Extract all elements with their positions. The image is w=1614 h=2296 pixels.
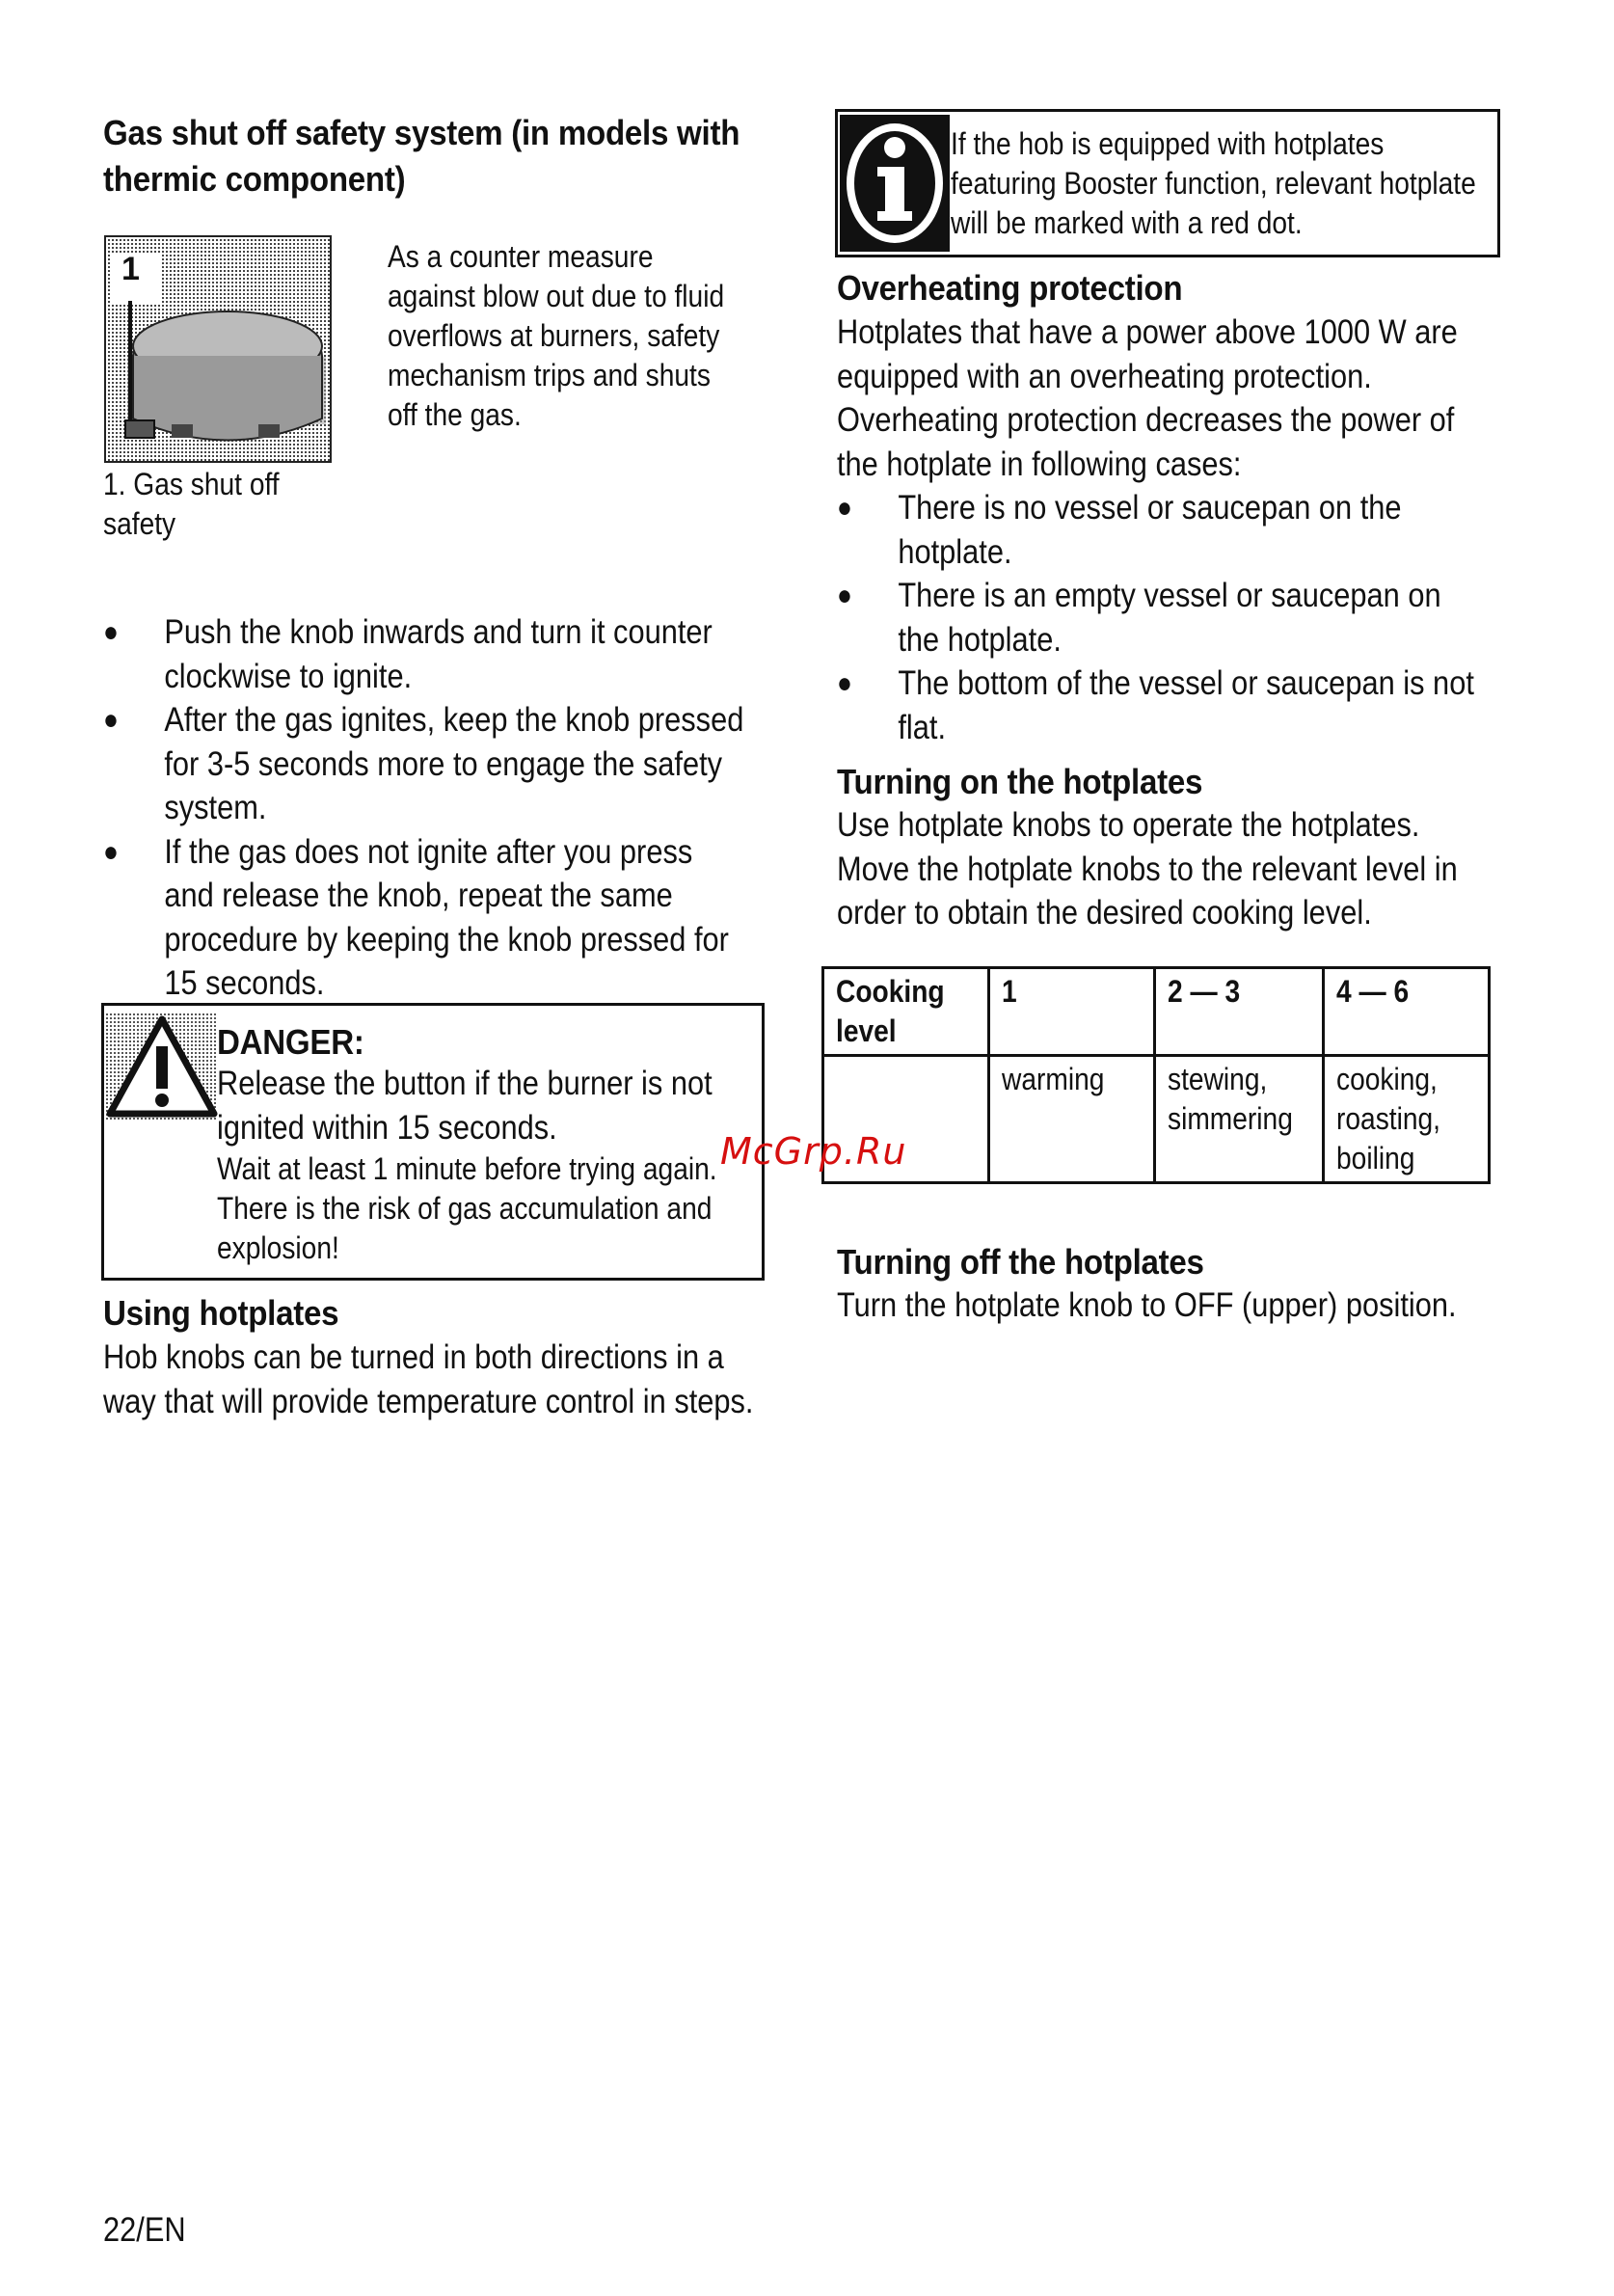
danger-note: Wait at least 1 minute before trying again. There is the risk of gas accumulation and explosion! — [217, 1151, 717, 1265]
section-heading-turning-on: Turning on the hotplates — [837, 762, 1203, 801]
danger-text: Release the button if the burner is not ignited within 15 seconds. — [217, 1065, 713, 1147]
table-row — [823, 968, 1490, 1056]
overheating-text: Hotplates that have a power above 1000 W are equipped with an overheating protection. Overheating protection decreases the power of the hotplate in following cases: ● There is no vessel or saucepan on the hotplate. ● There is an empty vessel or saucepan on the hotplate. ● The bottom of the vessel or saucepan is not flat. — [837, 311, 1482, 749]
page-number: 22/EN — [103, 2211, 186, 2249]
table-cell: stewing, simmering — [1155, 1056, 1324, 1183]
info-text: If the hob is equipped with hotplates featuring Booster function, relevant hotplate will be marked with a red dot. — [951, 126, 1476, 240]
figure-description: As a counter measure against blow out due to fluid overflows at burners, safety mechanism trips and shuts off the gas. — [388, 239, 725, 432]
table-header-cell: 1 — [989, 968, 1155, 1056]
table-cell: warming — [989, 1056, 1155, 1183]
list-item: ● The bottom of the vessel or saucepan is not flat. — [837, 664, 1474, 746]
info-icon — [840, 115, 950, 252]
turning-off-text: Turn the hotplate knob to OFF (upper) position. — [837, 1286, 1457, 1324]
list-item: ● If the gas does not ignite after you press and release the knob, repeat the same procedure by keeping the knob pressed for 15 seconds. — [103, 832, 729, 1002]
table-row — [823, 1056, 1490, 1183]
turning-on-text: Use hotplate knobs to operate the hotplates. Move the hotplate knobs to the relevant level in order to obtain the desired cooking level. — [837, 806, 1458, 932]
using-hotplates-text: Hob knobs can be turned in both directions in a way that will provide temperature control in steps. — [103, 1338, 754, 1420]
section-heading-using-hotplates: Using hotplates — [103, 1293, 339, 1333]
table-cell: cooking, roasting, boiling — [1323, 1056, 1489, 1183]
watermark: McGrp.Ru — [720, 1130, 907, 1173]
warning-triangle-icon — [106, 1013, 218, 1120]
danger-box — [101, 1003, 765, 1281]
table-header-cell: 4 — 6 — [1323, 968, 1489, 1056]
list-item: ● After the gas ignites, keep the knob pressed for 3-5 seconds more to engage the safety system. — [103, 701, 744, 826]
list-item: ● Push the knob inwards and turn it counter clockwise to ignite. — [103, 613, 713, 695]
list-item: ● There is no vessel or saucepan on the hotplate. — [837, 489, 1402, 571]
section-heading-turning-off: Turning off the hotplates — [837, 1242, 1204, 1282]
table-header-cell: Cooking level — [823, 968, 989, 1056]
cooking-level-table — [821, 966, 1491, 1184]
figure-number: 1 — [121, 251, 140, 287]
figure-caption: 1. Gas shut off safety — [103, 467, 280, 541]
section-heading-overheating: Overheating protection — [837, 268, 1183, 308]
info-box — [835, 109, 1500, 257]
list-item: ● There is an empty vessel or saucepan on the hotplate. — [837, 577, 1441, 659]
section-heading-gas-shutoff: Gas shut off safety system (in models with thermic component) — [103, 113, 740, 199]
danger-title: DANGER: — [217, 1022, 364, 1062]
gas-shutoff-figure — [104, 235, 332, 463]
table-header-cell: 2 — 3 — [1155, 968, 1324, 1056]
ignition-bullets — [103, 610, 748, 1006]
